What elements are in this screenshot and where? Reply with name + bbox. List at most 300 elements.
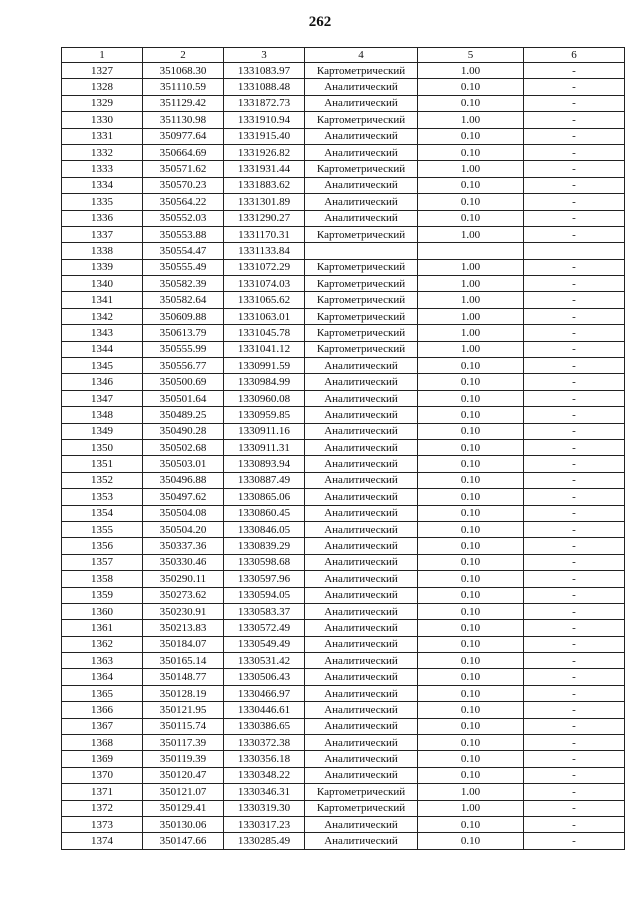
table-cell: Аналитический <box>305 603 418 619</box>
table-row <box>62 685 625 701</box>
table-cell: 350555.99 <box>143 341 224 357</box>
table-row <box>62 784 625 800</box>
table-cell: - <box>524 702 625 718</box>
table-cell: 1365 <box>62 685 143 701</box>
table-cell: Аналитический <box>305 407 418 423</box>
table-cell: 1.00 <box>418 226 524 242</box>
table-cell: 350504.20 <box>143 521 224 537</box>
table-cell: 1348 <box>62 407 143 423</box>
table-cell: 350664.69 <box>143 144 224 160</box>
table-cell: 0.10 <box>418 95 524 111</box>
table-cell: Аналитический <box>305 767 418 783</box>
table-cell: - <box>524 177 625 193</box>
table-cell: 0.10 <box>418 603 524 619</box>
table-cell: 1330346.31 <box>224 784 305 800</box>
table-row <box>62 390 625 406</box>
table-cell: Аналитический <box>305 194 418 210</box>
table-cell: - <box>524 112 625 128</box>
table-cell: 1354 <box>62 505 143 521</box>
table-cell: 1334 <box>62 177 143 193</box>
coordinates-table <box>61 47 625 850</box>
table-cell: 1331872.73 <box>224 95 305 111</box>
table-cell: - <box>524 554 625 570</box>
table-cell: 1331045.78 <box>224 325 305 341</box>
table-cell: 1330597.96 <box>224 571 305 587</box>
table-cell: 1330893.94 <box>224 456 305 472</box>
table-cell: 350503.01 <box>143 456 224 472</box>
column-header: 3 <box>224 48 305 63</box>
table-cell: 1342 <box>62 308 143 324</box>
table-cell: Картометрический <box>305 276 418 292</box>
table-cell: - <box>524 472 625 488</box>
table-cell: Картометрический <box>305 112 418 128</box>
table-cell: 0.10 <box>418 587 524 603</box>
table-cell: 1343 <box>62 325 143 341</box>
table-cell: Картометрический <box>305 161 418 177</box>
table-cell: Картометрический <box>305 226 418 242</box>
table-cell: Аналитический <box>305 358 418 374</box>
table-cell: - <box>524 161 625 177</box>
table-cell: 350330.46 <box>143 554 224 570</box>
table-cell: - <box>524 308 625 324</box>
table-cell: Картометрический <box>305 784 418 800</box>
table-cell: 1330572.49 <box>224 620 305 636</box>
table-cell: 0.10 <box>418 718 524 734</box>
table-cell: 1370 <box>62 767 143 783</box>
table-cell: 350613.79 <box>143 325 224 341</box>
table-cell: 0.10 <box>418 620 524 636</box>
table-cell: 0.10 <box>418 669 524 685</box>
table-cell: Аналитический <box>305 456 418 472</box>
table-row <box>62 194 625 210</box>
table-cell: 1331883.62 <box>224 177 305 193</box>
table-row <box>62 554 625 570</box>
table-cell: - <box>524 128 625 144</box>
table-cell: Картометрический <box>305 63 418 79</box>
table-cell: 1331910.94 <box>224 112 305 128</box>
table-row <box>62 226 625 242</box>
table-cell: 0.10 <box>418 489 524 505</box>
table-row <box>62 603 625 619</box>
table-cell: Картометрический <box>305 292 418 308</box>
table-cell: 1337 <box>62 226 143 242</box>
table-cell: Аналитический <box>305 587 418 603</box>
table-cell: 1333 <box>62 161 143 177</box>
table-cell: 1332 <box>62 144 143 160</box>
table-row <box>62 423 625 439</box>
table-cell: 1341 <box>62 292 143 308</box>
table-cell: 350571.62 <box>143 161 224 177</box>
table-row <box>62 456 625 472</box>
table-row <box>62 521 625 537</box>
table-cell: Картометрический <box>305 800 418 816</box>
table-cell: Картометрический <box>305 259 418 275</box>
table-cell: 350128.19 <box>143 685 224 701</box>
table-cell: Аналитический <box>305 374 418 390</box>
table-row <box>62 325 625 341</box>
table-cell: 351129.42 <box>143 95 224 111</box>
table-cell: 0.10 <box>418 538 524 554</box>
table-cell: - <box>524 489 625 505</box>
table-cell: 1331072.29 <box>224 259 305 275</box>
table-cell: Аналитический <box>305 554 418 570</box>
table-cell: Аналитический <box>305 669 418 685</box>
table-cell: - <box>524 718 625 734</box>
table-cell: 1367 <box>62 718 143 734</box>
table-cell: 1330466.97 <box>224 685 305 701</box>
table-row <box>62 259 625 275</box>
table-cell: - <box>524 784 625 800</box>
table-cell: 1330846.05 <box>224 521 305 537</box>
table-cell: 0.10 <box>418 472 524 488</box>
table-cell: Аналитический <box>305 144 418 160</box>
table-cell: 350337.36 <box>143 538 224 554</box>
table-row <box>62 636 625 652</box>
table-cell: - <box>524 210 625 226</box>
table-cell: 1329 <box>62 95 143 111</box>
table-row <box>62 669 625 685</box>
table-cell: 1.00 <box>418 325 524 341</box>
table-row <box>62 472 625 488</box>
table-cell: 1347 <box>62 390 143 406</box>
table-cell: 1330446.61 <box>224 702 305 718</box>
table-row <box>62 95 625 111</box>
table-cell: 1330991.59 <box>224 358 305 374</box>
table-row <box>62 735 625 751</box>
table-cell: 1351 <box>62 456 143 472</box>
table-cell: 1349 <box>62 423 143 439</box>
table-cell: 350553.88 <box>143 226 224 242</box>
table-cell: - <box>524 63 625 79</box>
table-cell: 350115.74 <box>143 718 224 734</box>
table-cell: Аналитический <box>305 735 418 751</box>
table-cell: 1330583.37 <box>224 603 305 619</box>
table-cell: 0.10 <box>418 390 524 406</box>
table-cell: 1357 <box>62 554 143 570</box>
table-cell: 1331083.97 <box>224 63 305 79</box>
table-cell: Аналитический <box>305 816 418 832</box>
table-cell: 1340 <box>62 276 143 292</box>
table-cell: - <box>524 374 625 390</box>
table-cell: 1352 <box>62 472 143 488</box>
table-cell: 0.10 <box>418 751 524 767</box>
table-row <box>62 571 625 587</box>
table-cell: Аналитический <box>305 505 418 521</box>
table-cell: 350609.88 <box>143 308 224 324</box>
table-cell: - <box>524 259 625 275</box>
table-row <box>62 718 625 734</box>
table-cell: 0.10 <box>418 767 524 783</box>
table-cell: 0.10 <box>418 210 524 226</box>
table-cell: 350120.47 <box>143 767 224 783</box>
table-cell: 1330960.08 <box>224 390 305 406</box>
table-cell: 1359 <box>62 587 143 603</box>
table-cell: - <box>524 276 625 292</box>
table-cell: 350290.11 <box>143 571 224 587</box>
table-cell: 1330911.31 <box>224 439 305 455</box>
table-cell: 0.10 <box>418 439 524 455</box>
table-cell: 350504.08 <box>143 505 224 521</box>
table-row <box>62 128 625 144</box>
table-cell: 1331065.62 <box>224 292 305 308</box>
table-cell: 0.10 <box>418 505 524 521</box>
table-cell: 1.00 <box>418 161 524 177</box>
table-cell: 1362 <box>62 636 143 652</box>
table-cell: - <box>524 423 625 439</box>
table-cell: 0.10 <box>418 177 524 193</box>
table-cell: 1330372.38 <box>224 735 305 751</box>
table-cell: - <box>524 620 625 636</box>
table-cell: 1330531.42 <box>224 653 305 669</box>
table-cell: 350501.64 <box>143 390 224 406</box>
table-cell: Аналитический <box>305 472 418 488</box>
table-cell: 0.10 <box>418 521 524 537</box>
table-cell: 0.10 <box>418 702 524 718</box>
table-cell: Картометрический <box>305 308 418 324</box>
table-row <box>62 243 625 259</box>
table-row <box>62 358 625 374</box>
table-cell: 1330984.99 <box>224 374 305 390</box>
table-row <box>62 374 625 390</box>
table-cell: 1363 <box>62 653 143 669</box>
table-cell: 1330285.49 <box>224 833 305 849</box>
table-cell: Аналитический <box>305 702 418 718</box>
table-cell: 1330506.43 <box>224 669 305 685</box>
table-cell: 1339 <box>62 259 143 275</box>
table-cell: 1.00 <box>418 800 524 816</box>
table-cell: 351130.98 <box>143 112 224 128</box>
table-cell: 1330860.45 <box>224 505 305 521</box>
table-cell: 350502.68 <box>143 439 224 455</box>
table-cell: 0.10 <box>418 816 524 832</box>
table-cell: 1331 <box>62 128 143 144</box>
table-cell: 350119.39 <box>143 751 224 767</box>
table-row <box>62 505 625 521</box>
table-cell: 1330594.05 <box>224 587 305 603</box>
table-row <box>62 308 625 324</box>
table-cell: Аналитический <box>305 636 418 652</box>
table-row <box>62 751 625 767</box>
table-cell <box>305 243 418 259</box>
table-cell: 1364 <box>62 669 143 685</box>
table-cell: 350273.62 <box>143 587 224 603</box>
table-cell: Аналитический <box>305 653 418 669</box>
column-header: 1 <box>62 48 143 63</box>
table-cell: 1331926.82 <box>224 144 305 160</box>
table-cell: 1356 <box>62 538 143 554</box>
table-cell: 1328 <box>62 79 143 95</box>
table-cell: Аналитический <box>305 177 418 193</box>
table-cell: 0.10 <box>418 79 524 95</box>
table-cell: 1355 <box>62 521 143 537</box>
table-cell: - <box>524 833 625 849</box>
table-cell: 1358 <box>62 571 143 587</box>
table-cell: 350213.83 <box>143 620 224 636</box>
table-cell: 1331063.01 <box>224 308 305 324</box>
table-cell: 1.00 <box>418 112 524 128</box>
table-cell: 1369 <box>62 751 143 767</box>
table-cell: 0.10 <box>418 423 524 439</box>
table-row <box>62 177 625 193</box>
table-cell: 1344 <box>62 341 143 357</box>
table-cell: 350552.03 <box>143 210 224 226</box>
table-cell: 1330317.23 <box>224 816 305 832</box>
table-cell: - <box>524 636 625 652</box>
table-cell: 1330598.68 <box>224 554 305 570</box>
page-number: 262 <box>308 14 332 30</box>
column-header: 5 <box>418 48 524 63</box>
table-cell: 1330887.49 <box>224 472 305 488</box>
table-cell: Аналитический <box>305 833 418 849</box>
table-cell: 350977.64 <box>143 128 224 144</box>
table-cell: Аналитический <box>305 571 418 587</box>
table-row <box>62 816 625 832</box>
table-cell: 1.00 <box>418 308 524 324</box>
table-cell <box>418 243 524 259</box>
table-cell: 350496.88 <box>143 472 224 488</box>
table-row <box>62 653 625 669</box>
table-cell: - <box>524 685 625 701</box>
table-cell: 1371 <box>62 784 143 800</box>
table-cell: 1331133.84 <box>224 243 305 259</box>
table-cell: Аналитический <box>305 210 418 226</box>
table-cell: 0.10 <box>418 358 524 374</box>
table-cell: - <box>524 79 625 95</box>
table-cell: 350121.07 <box>143 784 224 800</box>
table-cell: 1372 <box>62 800 143 816</box>
table-cell: 1330865.06 <box>224 489 305 505</box>
table-cell: Аналитический <box>305 439 418 455</box>
table-cell: 350582.39 <box>143 276 224 292</box>
table-cell: - <box>524 292 625 308</box>
table-cell: 350117.39 <box>143 735 224 751</box>
table-cell: Аналитический <box>305 390 418 406</box>
table-cell: 1350 <box>62 439 143 455</box>
table-cell: 1330356.18 <box>224 751 305 767</box>
table-cell: 1366 <box>62 702 143 718</box>
table-cell: - <box>524 816 625 832</box>
table-cell: 1373 <box>62 816 143 832</box>
table-cell: - <box>524 325 625 341</box>
table-cell: - <box>524 538 625 554</box>
table-row <box>62 276 625 292</box>
table-cell: 1.00 <box>418 276 524 292</box>
table-body <box>62 63 625 850</box>
table-row <box>62 702 625 718</box>
table-cell: - <box>524 341 625 357</box>
table-cell: 0.10 <box>418 456 524 472</box>
table-cell: 0.10 <box>418 374 524 390</box>
table-cell: 350555.49 <box>143 259 224 275</box>
table-cell: 350582.64 <box>143 292 224 308</box>
table-cell: 1.00 <box>418 341 524 357</box>
table-cell: 1330348.22 <box>224 767 305 783</box>
table-cell: 1345 <box>62 358 143 374</box>
table-row <box>62 439 625 455</box>
table-row <box>62 407 625 423</box>
table-cell: 1368 <box>62 735 143 751</box>
table-cell: 1374 <box>62 833 143 849</box>
table-cell: 1.00 <box>418 259 524 275</box>
table-cell: - <box>524 521 625 537</box>
table-cell: 1361 <box>62 620 143 636</box>
table-row <box>62 341 625 357</box>
table-cell: 1331301.89 <box>224 194 305 210</box>
table-cell: 1331290.27 <box>224 210 305 226</box>
table-cell: - <box>524 407 625 423</box>
table-cell: 1.00 <box>418 63 524 79</box>
table-cell: 350564.22 <box>143 194 224 210</box>
table-row <box>62 587 625 603</box>
table-row <box>62 112 625 128</box>
table-row <box>62 79 625 95</box>
table-cell: 1330911.16 <box>224 423 305 439</box>
table-cell: 1331041.12 <box>224 341 305 357</box>
table-cell: 1335 <box>62 194 143 210</box>
table-cell: 1327 <box>62 63 143 79</box>
table-cell: 0.10 <box>418 194 524 210</box>
table-cell: 0.10 <box>418 735 524 751</box>
table-cell: 1330319.30 <box>224 800 305 816</box>
table-cell: 0.10 <box>418 653 524 669</box>
table-cell: 1331931.44 <box>224 161 305 177</box>
table-row <box>62 292 625 308</box>
table-cell: Картометрический <box>305 341 418 357</box>
table-cell: 350147.66 <box>143 833 224 849</box>
table-cell: 1331088.48 <box>224 79 305 95</box>
table-cell: - <box>524 358 625 374</box>
header-row <box>62 48 625 63</box>
table-cell: 350570.23 <box>143 177 224 193</box>
table-row <box>62 767 625 783</box>
table-row <box>62 800 625 816</box>
table-cell: 350556.77 <box>143 358 224 374</box>
table-cell: - <box>524 571 625 587</box>
table-cell: 1346 <box>62 374 143 390</box>
table-cell: 1336 <box>62 210 143 226</box>
table-cell: 0.10 <box>418 554 524 570</box>
table-cell: 350489.25 <box>143 407 224 423</box>
table-cell: 350121.95 <box>143 702 224 718</box>
table-cell: Аналитический <box>305 95 418 111</box>
table-cell: 0.10 <box>418 833 524 849</box>
table-cell: 350554.47 <box>143 243 224 259</box>
table-row <box>62 63 625 79</box>
table-cell <box>524 243 625 259</box>
table-row <box>62 833 625 849</box>
table-cell: 351068.30 <box>143 63 224 79</box>
table-cell: Картометрический <box>305 325 418 341</box>
table-cell: - <box>524 390 625 406</box>
table-cell: - <box>524 95 625 111</box>
table-cell: 1360 <box>62 603 143 619</box>
column-header: 6 <box>524 48 625 63</box>
table-cell: Аналитический <box>305 489 418 505</box>
table-row <box>62 210 625 226</box>
table-cell: - <box>524 735 625 751</box>
table-cell: - <box>524 587 625 603</box>
table-cell: - <box>524 767 625 783</box>
table-cell: - <box>524 226 625 242</box>
table-cell: 350130.06 <box>143 816 224 832</box>
table-cell: Аналитический <box>305 128 418 144</box>
table-row <box>62 144 625 160</box>
table-row <box>62 538 625 554</box>
column-header: 2 <box>143 48 224 63</box>
table-cell: 1330959.85 <box>224 407 305 423</box>
table-cell: - <box>524 800 625 816</box>
table-row <box>62 161 625 177</box>
